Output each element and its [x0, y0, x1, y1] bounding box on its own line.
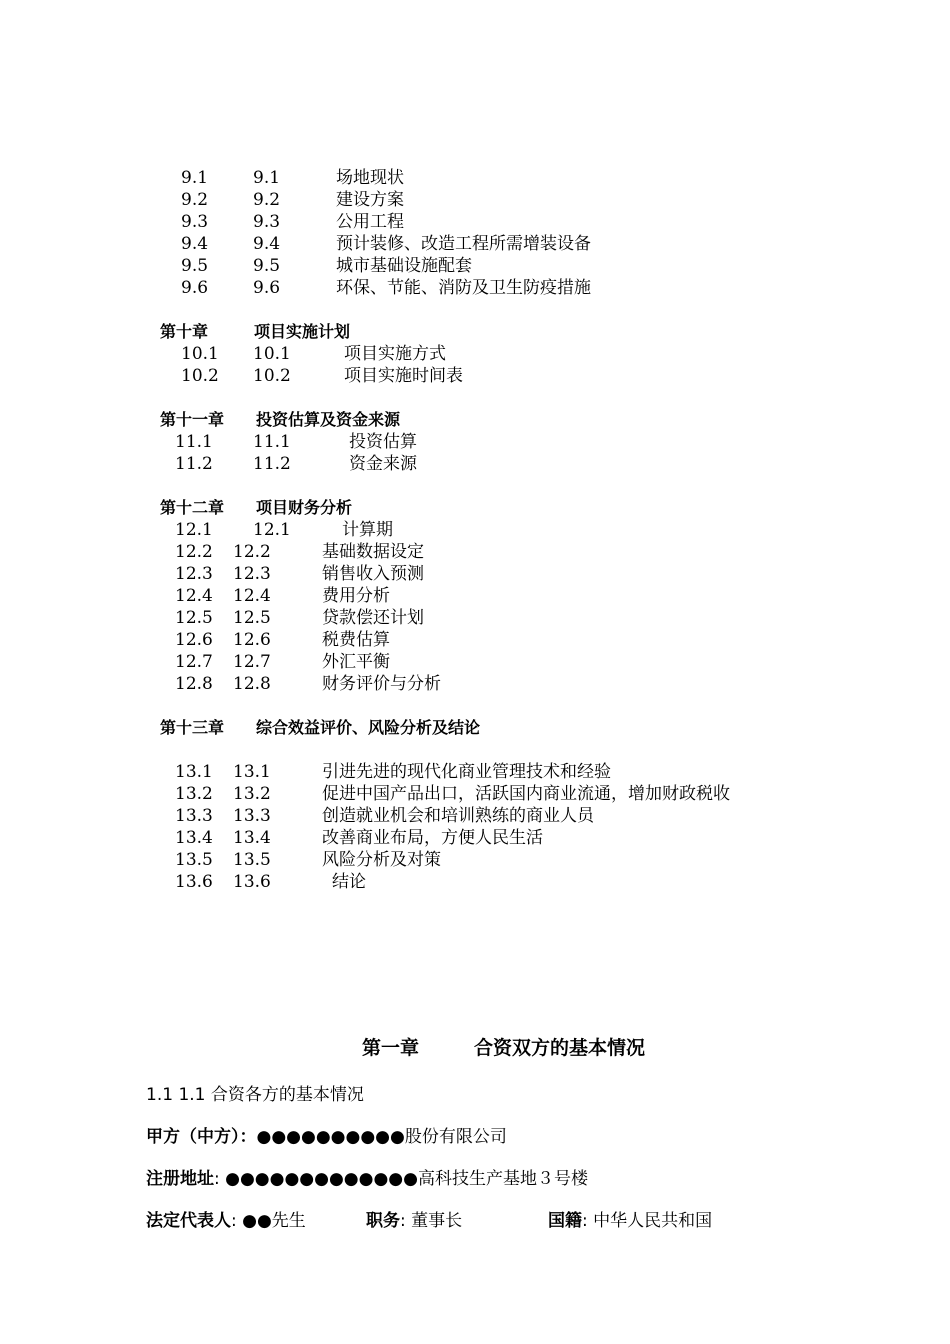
toc-number: 9.4: [253, 234, 281, 254]
toc-item-12-6[interactable]: [0, 629, 950, 651]
toc-item-11-1[interactable]: [0, 431, 950, 453]
toc-title: 外汇平衡: [322, 652, 390, 672]
chapter-label: 第一章: [362, 1037, 420, 1059]
section-number: 1.1 1.1: [146, 1085, 206, 1105]
toc-item-12-8[interactable]: [0, 673, 950, 695]
toc-title: 环保、节能、消防及卫生防疫措施: [336, 278, 591, 298]
toc-title: 城市基础设施配套: [336, 256, 472, 276]
position-label: 职务: [366, 1211, 400, 1231]
chapter-label: 第十二章: [160, 498, 225, 517]
toc-item-10-1[interactable]: [0, 343, 950, 365]
toc-number: 10.2: [181, 366, 219, 386]
chapter-title: 合资双方的基本情况: [474, 1037, 646, 1059]
toc-title: 风险分析及对策: [322, 850, 441, 870]
toc-chapter-13[interactable]: [0, 717, 950, 739]
toc-number: 13.2: [175, 784, 213, 804]
toc-item-13-4[interactable]: [0, 827, 950, 849]
toc-number: 13.6: [175, 872, 213, 892]
toc-number: 12.3: [233, 564, 271, 584]
position-group: [366, 1209, 462, 1233]
address-line: [146, 1167, 588, 1191]
toc-title: 资金来源: [349, 454, 417, 474]
nationality-group: [548, 1209, 712, 1233]
party-line: [146, 1125, 507, 1149]
toc-number: 11.2: [175, 454, 213, 474]
toc-number: 12.6: [233, 630, 271, 650]
toc-item-13-3[interactable]: [0, 805, 950, 827]
toc-item-12-7[interactable]: [0, 651, 950, 673]
position-value: 董事长: [411, 1211, 463, 1231]
section-title: 合资各方的基本情况: [210, 1085, 364, 1105]
toc-number: 10.1: [181, 344, 219, 364]
toc-chapter-10[interactable]: [0, 321, 950, 343]
toc-number: 13.5: [233, 850, 271, 870]
toc-title: 基础数据设定: [322, 542, 424, 562]
chapter-heading: [0, 1035, 950, 1061]
toc-title: 税费估算: [322, 630, 390, 650]
rep-colon: :: [231, 1211, 237, 1231]
toc-number: 13.4: [175, 828, 213, 848]
toc-number: 10.1: [253, 344, 291, 364]
nationality-value: 中华人民共和国: [593, 1211, 713, 1231]
toc-item-9-4[interactable]: [0, 233, 950, 255]
rep-name: ●●先生: [242, 1211, 306, 1231]
toc-number: 12.5: [233, 608, 271, 628]
toc-item-13-5[interactable]: [0, 849, 950, 871]
toc-chapter-11[interactable]: [0, 409, 950, 431]
toc-number: 12.2: [175, 542, 213, 562]
toc-item-9-6[interactable]: [0, 277, 950, 299]
toc-title: 场地现状: [336, 168, 404, 188]
toc-item-13-6[interactable]: [0, 871, 950, 893]
toc-title: 预计装修、改造工程所需增装设备: [336, 234, 591, 254]
toc-title: 创造就业机会和培训熟练的商业人员: [322, 806, 594, 826]
toc-title: 投资估算: [349, 432, 417, 452]
toc-number: 9.5: [181, 256, 209, 276]
toc-title: 计算期: [342, 520, 393, 540]
toc-number: 13.1: [233, 762, 271, 782]
toc-number: 13.3: [175, 806, 213, 826]
toc-number: 12.4: [175, 586, 213, 606]
toc-item-9-2[interactable]: [0, 189, 950, 211]
address-colon: :: [214, 1169, 220, 1189]
toc-item-9-5[interactable]: [0, 255, 950, 277]
toc-title: 结论: [332, 872, 366, 892]
toc-number: 13.6: [233, 872, 271, 892]
chapter-label: 第十三章: [160, 718, 225, 737]
toc-item-12-4[interactable]: [0, 585, 950, 607]
toc-number: 9.6: [181, 278, 209, 298]
section-heading: [146, 1083, 364, 1107]
toc-number: 12.8: [175, 674, 213, 694]
rep-label: 法定代表人: [146, 1211, 231, 1231]
chapter-title: 项目实施计划: [254, 322, 351, 341]
chapter-title: 综合效益评价、风险分析及结论: [256, 718, 481, 737]
toc-number: 13.4: [233, 828, 271, 848]
toc-title: 费用分析: [322, 586, 390, 606]
toc-number: 12.5: [175, 608, 213, 628]
party-value: ●●●●●●●●●●股份有限公司: [256, 1127, 507, 1147]
toc-item-12-5[interactable]: [0, 607, 950, 629]
toc-item-9-1[interactable]: [0, 167, 950, 189]
toc-number: 11.2: [253, 454, 291, 474]
toc-number: 9.2: [181, 190, 209, 210]
toc-number: 12.6: [175, 630, 213, 650]
toc-title: 财务评价与分析: [322, 674, 441, 694]
toc-title: 引进先进的现代化商业管理技术和经验: [322, 762, 611, 782]
toc-number: 12.8: [233, 674, 271, 694]
table-of-contents: [0, 167, 950, 893]
toc-number: 11.1: [253, 432, 291, 452]
chapter-title: 投资估算及资金来源: [256, 410, 401, 429]
toc-title: 公用工程: [336, 212, 404, 232]
toc-number: 12.1: [175, 520, 213, 540]
toc-item-12-2[interactable]: [0, 541, 950, 563]
toc-number: 13.2: [233, 784, 271, 804]
toc-title: 促进中国产品出口，活跃国内商业流通，增加财政税收: [322, 784, 730, 804]
toc-number: 13.5: [175, 850, 213, 870]
toc-title: 建设方案: [336, 190, 404, 210]
toc-title: 改善商业布局，方便人民生活: [322, 828, 543, 848]
nationality-label: 国籍: [548, 1211, 582, 1231]
representative-line: [146, 1209, 946, 1233]
toc-number: 9.1: [253, 168, 281, 188]
toc-number: 12.4: [233, 586, 271, 606]
toc-number: 12.2: [233, 542, 271, 562]
toc-item-12-3[interactable]: [0, 563, 950, 585]
toc-item-13-1[interactable]: [0, 761, 950, 783]
toc-number: 12.3: [175, 564, 213, 584]
party-label: 甲方（中方）：: [146, 1127, 257, 1147]
toc-number: 12.1: [253, 520, 291, 540]
toc-number: 9.6: [253, 278, 281, 298]
toc-title: 项目实施方式: [344, 344, 446, 364]
position-colon: :: [400, 1211, 406, 1231]
toc-number: 10.2: [253, 366, 291, 386]
toc-item-13-2[interactable]: [0, 783, 950, 805]
chapter-label: 第十一章: [160, 410, 225, 429]
address-label: 注册地址: [146, 1169, 214, 1189]
toc-number: 9.3: [181, 212, 209, 232]
toc-number: 12.7: [233, 652, 271, 672]
toc-item-9-3[interactable]: [0, 211, 950, 233]
toc-chapter-12[interactable]: [0, 497, 950, 519]
address-value: ●●●●●●●●●●●●●高科技生产基地３号楼: [225, 1169, 588, 1189]
toc-number: 13.1: [175, 762, 213, 782]
nationality-colon: :: [582, 1211, 588, 1231]
chapter-label: 第十章: [160, 322, 209, 341]
toc-number: 13.3: [233, 806, 271, 826]
toc-title: 贷款偿还计划: [322, 608, 424, 628]
toc-number: 11.1: [175, 432, 213, 452]
toc-title: 项目实施时间表: [344, 366, 463, 386]
toc-item-10-2[interactable]: [0, 365, 950, 387]
toc-item-11-2[interactable]: [0, 453, 950, 475]
toc-number: 9.3: [253, 212, 281, 232]
toc-number: 9.1: [181, 168, 209, 188]
toc-number: 9.4: [181, 234, 209, 254]
toc-number: 9.2: [253, 190, 281, 210]
toc-item-12-1[interactable]: [0, 519, 950, 541]
toc-number: 12.7: [175, 652, 213, 672]
chapter-title: 项目财务分析: [256, 498, 353, 517]
toc-number: 9.5: [253, 256, 281, 276]
toc-title: 销售收入预测: [322, 564, 424, 584]
